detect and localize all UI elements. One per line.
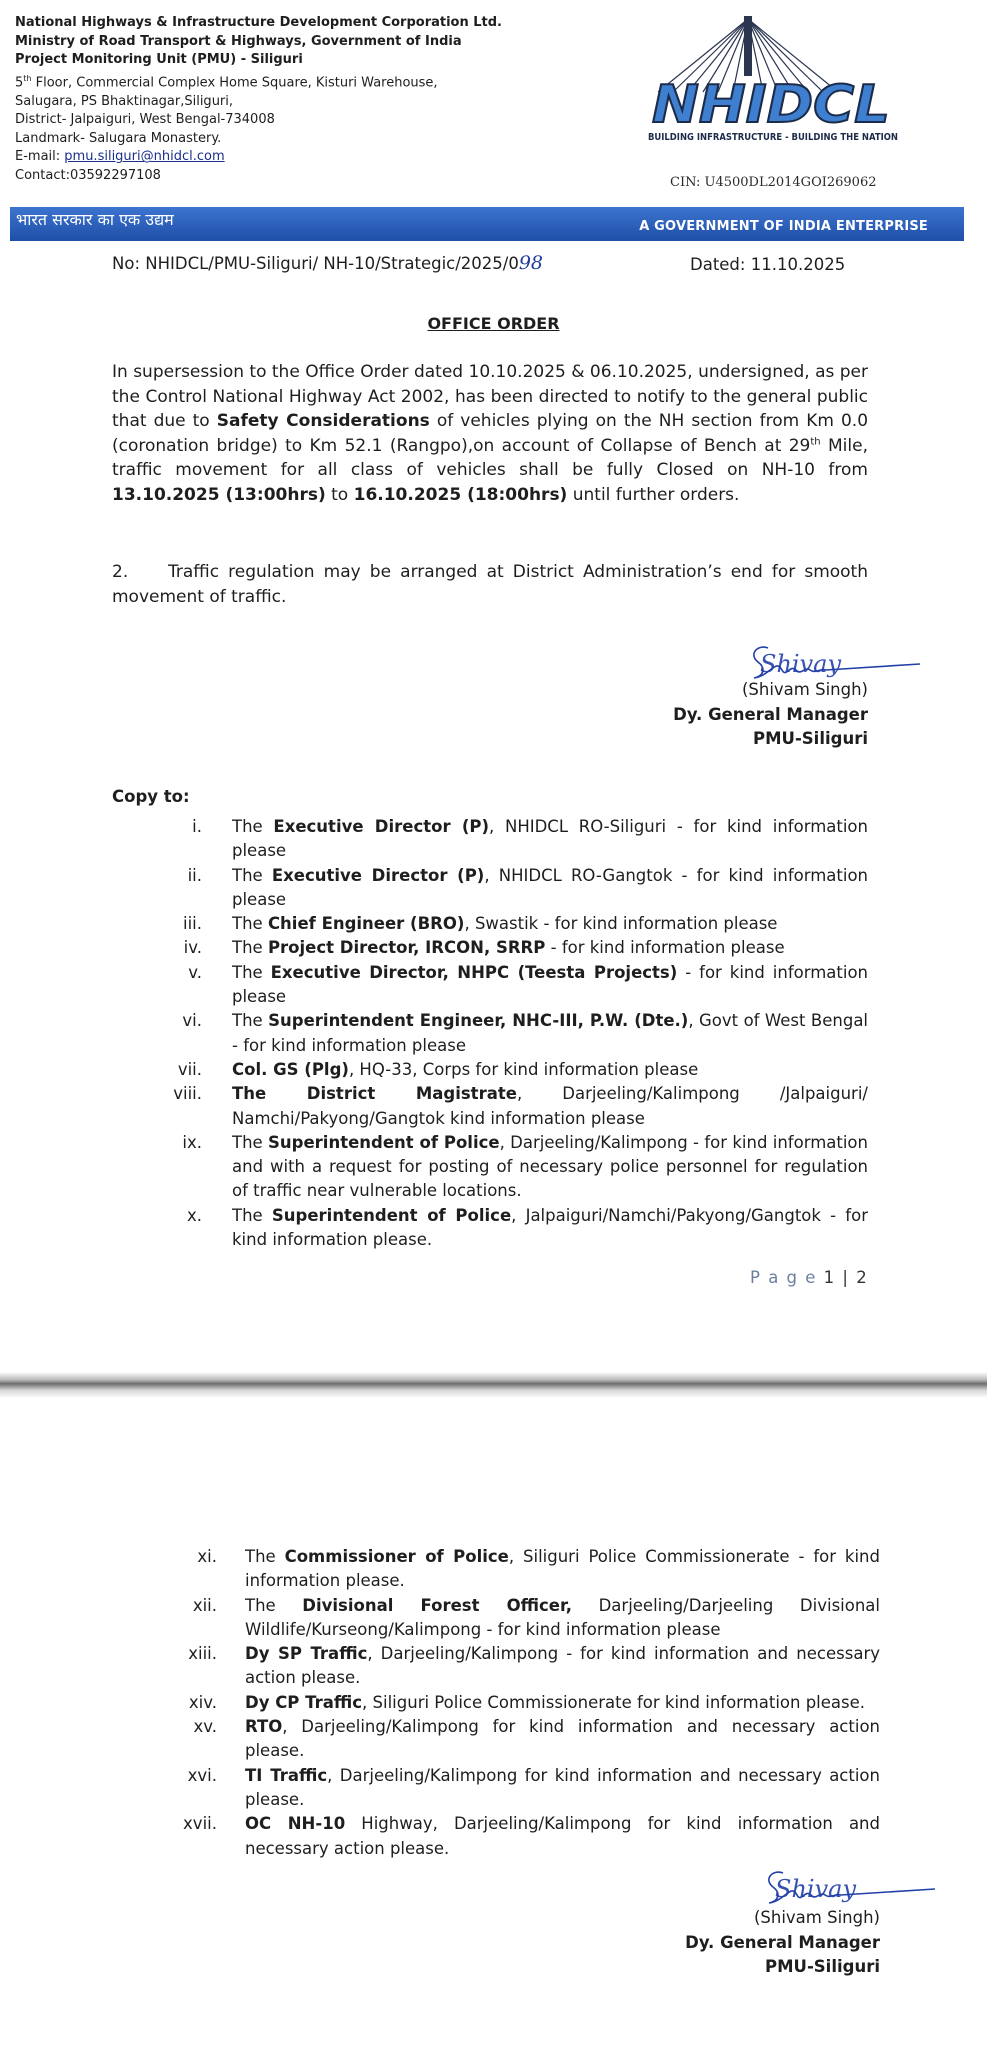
nhidcl-logo xyxy=(648,14,916,144)
copy-list-number: xvi. xyxy=(187,1765,217,1785)
pmu-name: Project Monitoring Unit (PMU) - Siliguri xyxy=(15,52,303,68)
recipient-title: Chief Engineer (BRO) xyxy=(267,914,465,934)
copy-list-number: v. xyxy=(188,962,202,982)
copy-list-text: The Chief Engineer (BRO), Swastik - for kind information please xyxy=(232,914,778,934)
copy-list-number: ix. xyxy=(182,1132,202,1152)
signatory-office: PMU-Siliguri xyxy=(753,729,868,748)
copy-list-text: The Superintendent of Police, Darjeeling/Kalimpong - for kind information and with a request for posting of necessary police personnel for regulation of traffic near vulnerable locations. xyxy=(232,1132,868,1201)
address-line-2: Salugara, PS Bhaktinagar,Siliguri, xyxy=(15,93,234,109)
copy-list-number: xv. xyxy=(193,1717,217,1737)
signatory-designation: Dy. General Manager xyxy=(685,1932,880,1952)
copy-list-number: xiv. xyxy=(188,1692,217,1712)
copy-list-number: xi. xyxy=(197,1547,217,1566)
email-link[interactable]: pmu.siliguri@nhidcl.com xyxy=(64,149,225,165)
signature-text: Shivay xyxy=(775,1875,856,1903)
recipient-title: Dy SP Traffic xyxy=(245,1644,368,1664)
recipient-title: Col. GS (Plg) xyxy=(232,1059,349,1079)
copy-list-number: vi. xyxy=(182,1011,202,1031)
recipient-title: The District Magistrate xyxy=(232,1084,517,1104)
copy-list-text: The District Magistrate, Darjeeling/Kalimpong /Jalpaiguri/ Namchi/Pakyong/Gangtok kind information please xyxy=(232,1084,868,1128)
copy-list-number: xvii. xyxy=(183,1814,217,1834)
copy-list-item xyxy=(150,864,868,913)
hindi-tagline: भारत सरकार का एक उद्यम xyxy=(16,210,174,229)
signatory-block-1 xyxy=(560,678,868,752)
recipient-title: Superintendent of Police xyxy=(271,1205,512,1225)
cin-number: CIN: U4500DL2014GOI269062 xyxy=(670,175,877,190)
copy-list-item xyxy=(150,961,868,1010)
reference-number: No: NHIDCL/PMU-Siliguri/ NH-10/Strategic/2025/098 xyxy=(112,252,544,274)
copy-list-item xyxy=(150,912,868,936)
recipient-title: Superintendent of Police xyxy=(268,1132,500,1152)
signatory-office: PMU-Siliguri xyxy=(765,1957,880,1976)
org-name: National Highways & Infrastructure Development Corporation Ltd. xyxy=(15,15,502,30)
copy-list-item xyxy=(150,1082,868,1131)
copy-to-label: Copy to: xyxy=(112,787,190,806)
copy-list-text: The Project Director, IRCON, SRRP - for kind information please xyxy=(232,938,785,958)
government-enterprise-band xyxy=(10,207,964,241)
copy-list-text: The Commissioner of Police, Siliguri Police Commissionerate - for kind information please. xyxy=(245,1547,880,1591)
letterhead-address xyxy=(15,14,502,186)
logo-wordmark: NHIDCL xyxy=(652,75,890,135)
copy-list-item xyxy=(165,1642,880,1691)
signatory-designation: Dy. General Manager xyxy=(673,704,868,724)
contact-line: Contact:03592297108 xyxy=(15,168,161,184)
recipient-title: Executive Director, NHPC (Teesta Projects) xyxy=(270,962,678,982)
copy-list-item xyxy=(150,1131,868,1204)
recipient-title: OC NH-10 xyxy=(245,1814,346,1834)
address-line-1: 5th Floor, Commercial Complex Home Square, Kisturi Warehouse, xyxy=(15,73,438,91)
copy-list-text: TI Traffic, Darjeeling/Kalimpong for kind information and necessary action please. xyxy=(245,1765,880,1809)
signatory-name: (Shivam Singh) xyxy=(753,1908,880,1927)
copy-list-text: Dy SP Traffic, Darjeeling/Kalimpong - for kind information and necessary action please. xyxy=(245,1644,880,1688)
copy-list-text: The Executive Director (P), NHIDCL RO-Gangtok - for kind information please xyxy=(232,865,869,909)
page-number: P a g e 1 | 2 xyxy=(750,1268,869,1287)
copy-list-item xyxy=(150,936,868,960)
recipient-title: Project Director, IRCON, SRRP xyxy=(267,938,546,958)
recipient-title: Superintendent Engineer, NHC-III, P.W. (Dte.) xyxy=(268,1011,689,1031)
copy-list-number: i. xyxy=(192,817,202,836)
copy-list-item xyxy=(165,1594,880,1643)
recipient-title: TI Traffic xyxy=(245,1765,328,1785)
english-tagline: A GOVERNMENT OF INDIA ENTERPRISE xyxy=(639,219,928,234)
copy-list-item xyxy=(165,1764,880,1813)
copy-list-text: The Superintendent of Police, Jalpaiguri/Namchi/Pakyong/Gangtok - for kind information please. xyxy=(232,1205,868,1250)
signatory-block-2 xyxy=(572,1906,880,1980)
copy-list-number: vii. xyxy=(177,1059,202,1079)
copy-list-number: xii. xyxy=(192,1595,217,1615)
copy-list-number: iv. xyxy=(183,938,202,958)
copy-list-text: The Executive Director, NHPC (Teesta Projects) - for kind information please xyxy=(232,962,869,1007)
email-line: E-mail: pmu.siliguri@nhidcl.com xyxy=(15,149,225,165)
copy-list-number: ii. xyxy=(187,865,202,885)
copy-list-number: viii. xyxy=(173,1084,202,1104)
signatory-name: (Shivam Singh) xyxy=(741,680,868,699)
copy-list-text: RTO, Darjeeling/Kalimpong for kind information and necessary action please. xyxy=(245,1717,880,1761)
copy-list-number: xiii. xyxy=(188,1644,217,1664)
copy-list-page-1 xyxy=(150,815,868,1252)
copy-list-text: OC NH-10 Highway, Darjeeling/Kalimpong for kind information and necessary action please. xyxy=(245,1814,880,1858)
copy-list-item xyxy=(165,1545,880,1594)
copy-list-item xyxy=(150,1009,868,1058)
copy-list-item xyxy=(165,1715,880,1764)
recipient-title: RTO xyxy=(245,1717,283,1737)
recipient-title: Executive Director (P) xyxy=(271,865,485,885)
logo-tagline: BUILDING INFRASTRUCTURE - BUILDING THE NATION xyxy=(648,132,898,143)
copy-list-text: Dy CP Traffic, Siliguri Police Commissionerate for kind information please. xyxy=(245,1692,866,1712)
order-paragraph-2: 2. Traffic regulation may be arranged at District Administration’s end for smooth movement of traffic. xyxy=(112,562,868,607)
order-paragraph-1: In supersession to the Office Order dated 10.10.2025 & 06.10.2025, undersigned, as per the Control National Highway Act 2002, has been directed to notify to the general public that due to Safety Considerations of vehicles plying on the NH section from Km 0.0 (coronation bridge) to Km 52.1 (Rangpo),on account of Collapse of Bench at 29th Mile, traffic movement for all class of vehicles shall be fully Closed on NH-10 from 13.10.2025 (13:00hrs) to 16.10.2025 (18:00hrs) until further orders. xyxy=(112,362,869,505)
address-line-4: Landmark- Salugara Monastery. xyxy=(15,130,222,146)
signature-text: Shivay xyxy=(760,650,841,678)
copy-list-item xyxy=(165,1812,880,1861)
copy-list-item xyxy=(150,815,868,864)
copy-list-text: Col. GS (Plg), HQ-33, Corps for kind information please xyxy=(232,1059,699,1079)
ministry-name: Ministry of Road Transport & Highways, Government of India xyxy=(15,33,462,49)
copy-list-page-2 xyxy=(165,1545,880,1861)
recipient-title: Divisional Forest Officer, xyxy=(302,1595,572,1615)
office-order-title: OFFICE ORDER xyxy=(427,314,560,333)
copy-list-item xyxy=(165,1691,880,1715)
recipient-title: Executive Director (P) xyxy=(273,817,489,836)
handwritten-ref-digits: 98 xyxy=(518,252,544,274)
page-separator xyxy=(0,1372,987,1398)
copy-list-text: The Executive Director (P), NHIDCL RO-Siliguri - for kind information please xyxy=(232,817,868,861)
address-line-3: District- Jalpaiguri, West Bengal-734008 xyxy=(15,112,275,128)
recipient-title: Commissioner of Police xyxy=(284,1547,509,1566)
recipient-title: Dy CP Traffic xyxy=(245,1692,363,1712)
copy-list-text: The Divisional Forest Officer, Darjeeling/Darjeeling Divisional Wildlife/Kurseong/Kalimpong - for kind information please xyxy=(245,1595,880,1639)
copy-list-item xyxy=(150,1204,868,1253)
copy-list-text: The Superintendent Engineer, NHC-III, P.W. (Dte.), Govt of West Bengal - for kind information please xyxy=(232,1011,869,1055)
copy-list-item xyxy=(150,1058,868,1082)
copy-list-number: x. xyxy=(186,1205,202,1225)
order-date: Dated: 11.10.2025 xyxy=(690,255,846,274)
copy-list-number: iii. xyxy=(183,914,202,934)
